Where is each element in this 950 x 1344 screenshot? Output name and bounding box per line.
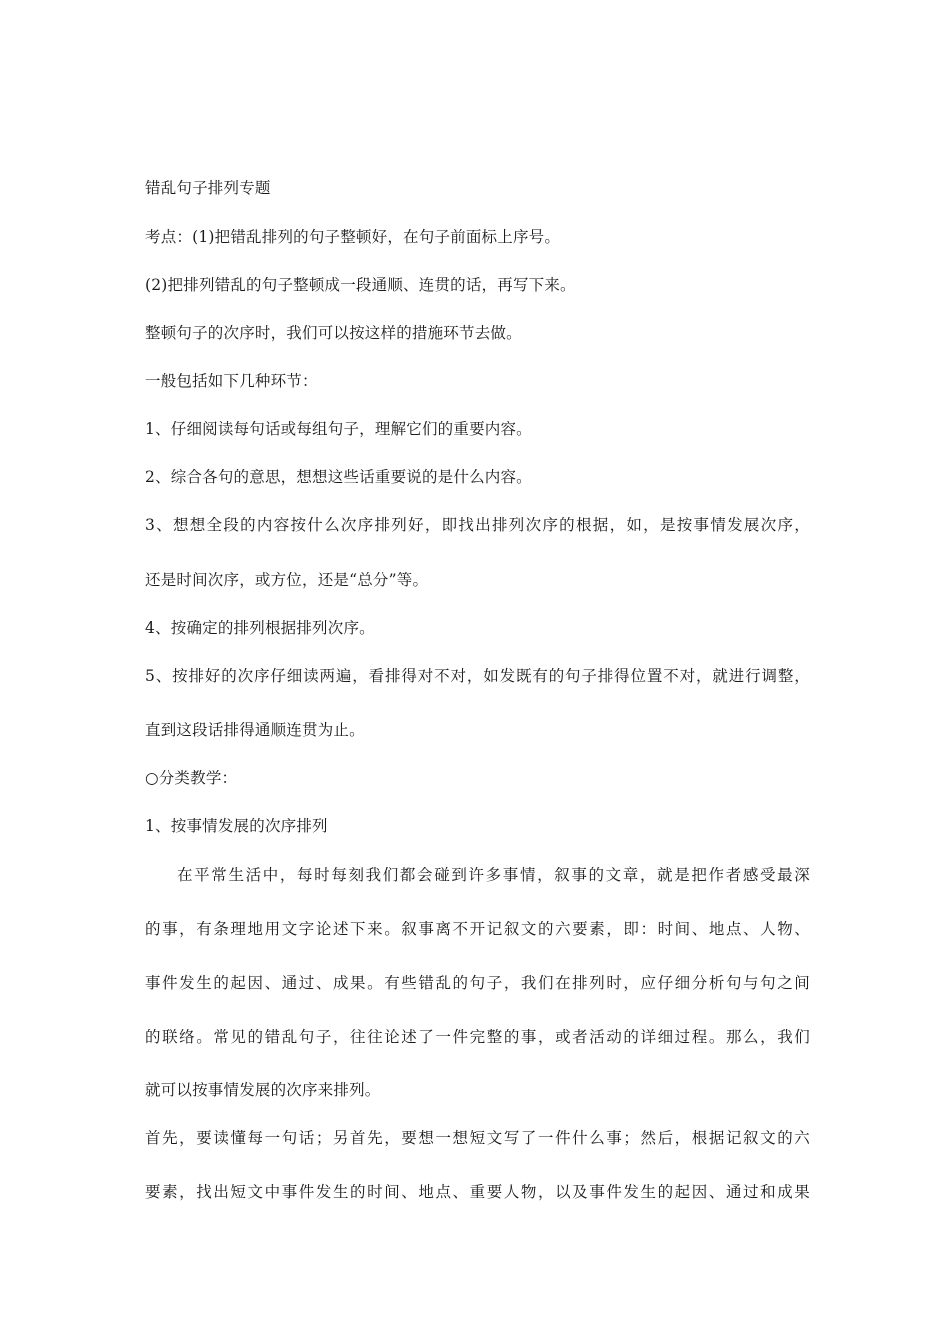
text-line: 2、综合各句的意思，想想这些话重要说的是什么内容。: [145, 468, 532, 486]
paragraph-line: 首先，要读懂每一句话；另首先，要想一想短文写了一件什么事；然后，根据记叙文的六: [145, 1129, 810, 1147]
text-line: 直到这段话排得通顺连贯为止。: [145, 721, 365, 739]
paragraph-line: 在平常生活中，每时每刻我们都会碰到许多事情，叙事的文章，就是把作者感受最深: [177, 866, 810, 884]
text-line: 5、按排好的次序仔细读两遍，看排得对不对，如发既有的句子排得位置不对，就进行调整，: [145, 667, 810, 685]
paragraph-line: 就可以按事情发展的次序来排列。: [145, 1081, 381, 1099]
paragraph-line: 事件发生的起因、通过、成果。有些错乱的句子，我们在排列时，应仔细分析句与句之间: [145, 974, 810, 992]
text-line: (2)把排列错乱的句子整顿成一段通顺、连贯的话，再写下来。: [145, 276, 576, 294]
paragraph-line: 的事，有条理地用文字论述下来。叙事离不开记叙文的六要素，即：时间、地点、人物、: [145, 920, 810, 938]
text-line: 4、按确定的排列根据排列次序。: [145, 619, 375, 637]
text-line: 考点：(1)把错乱排列的句子整顿好，在句子前面标上序号。: [145, 228, 561, 246]
text-line: 整顿句子的次序时，我们可以按这样的措施环节去做。: [145, 324, 522, 342]
text-line: 还是时间次序，或方位，还是“总分”等。: [145, 571, 429, 589]
document-title: 错乱句子排列专题: [145, 179, 271, 197]
paragraph-line: 的联络。常见的错乱句子，往往论述了一件完整的事，或者活动的详细过程。那么，我们: [145, 1028, 810, 1046]
paragraph-line: 要素，找出短文中事件发生的时间、地点、重要人物，以及事件发生的起因、通过和成果: [145, 1183, 810, 1201]
text-line: 3、想想全段的内容按什么次序排列好，即找出排列次序的根据，如，是按事情发展次序，: [145, 516, 810, 534]
subsection-heading: 1、按事情发展的次序排列: [145, 817, 328, 835]
text-line: 1、仔细阅读每句话或每组句子，理解它们的重要内容。: [145, 420, 532, 438]
section-heading: ○分类教学：: [145, 769, 238, 787]
text-line: 一般包括如下几种环节：: [145, 372, 318, 390]
